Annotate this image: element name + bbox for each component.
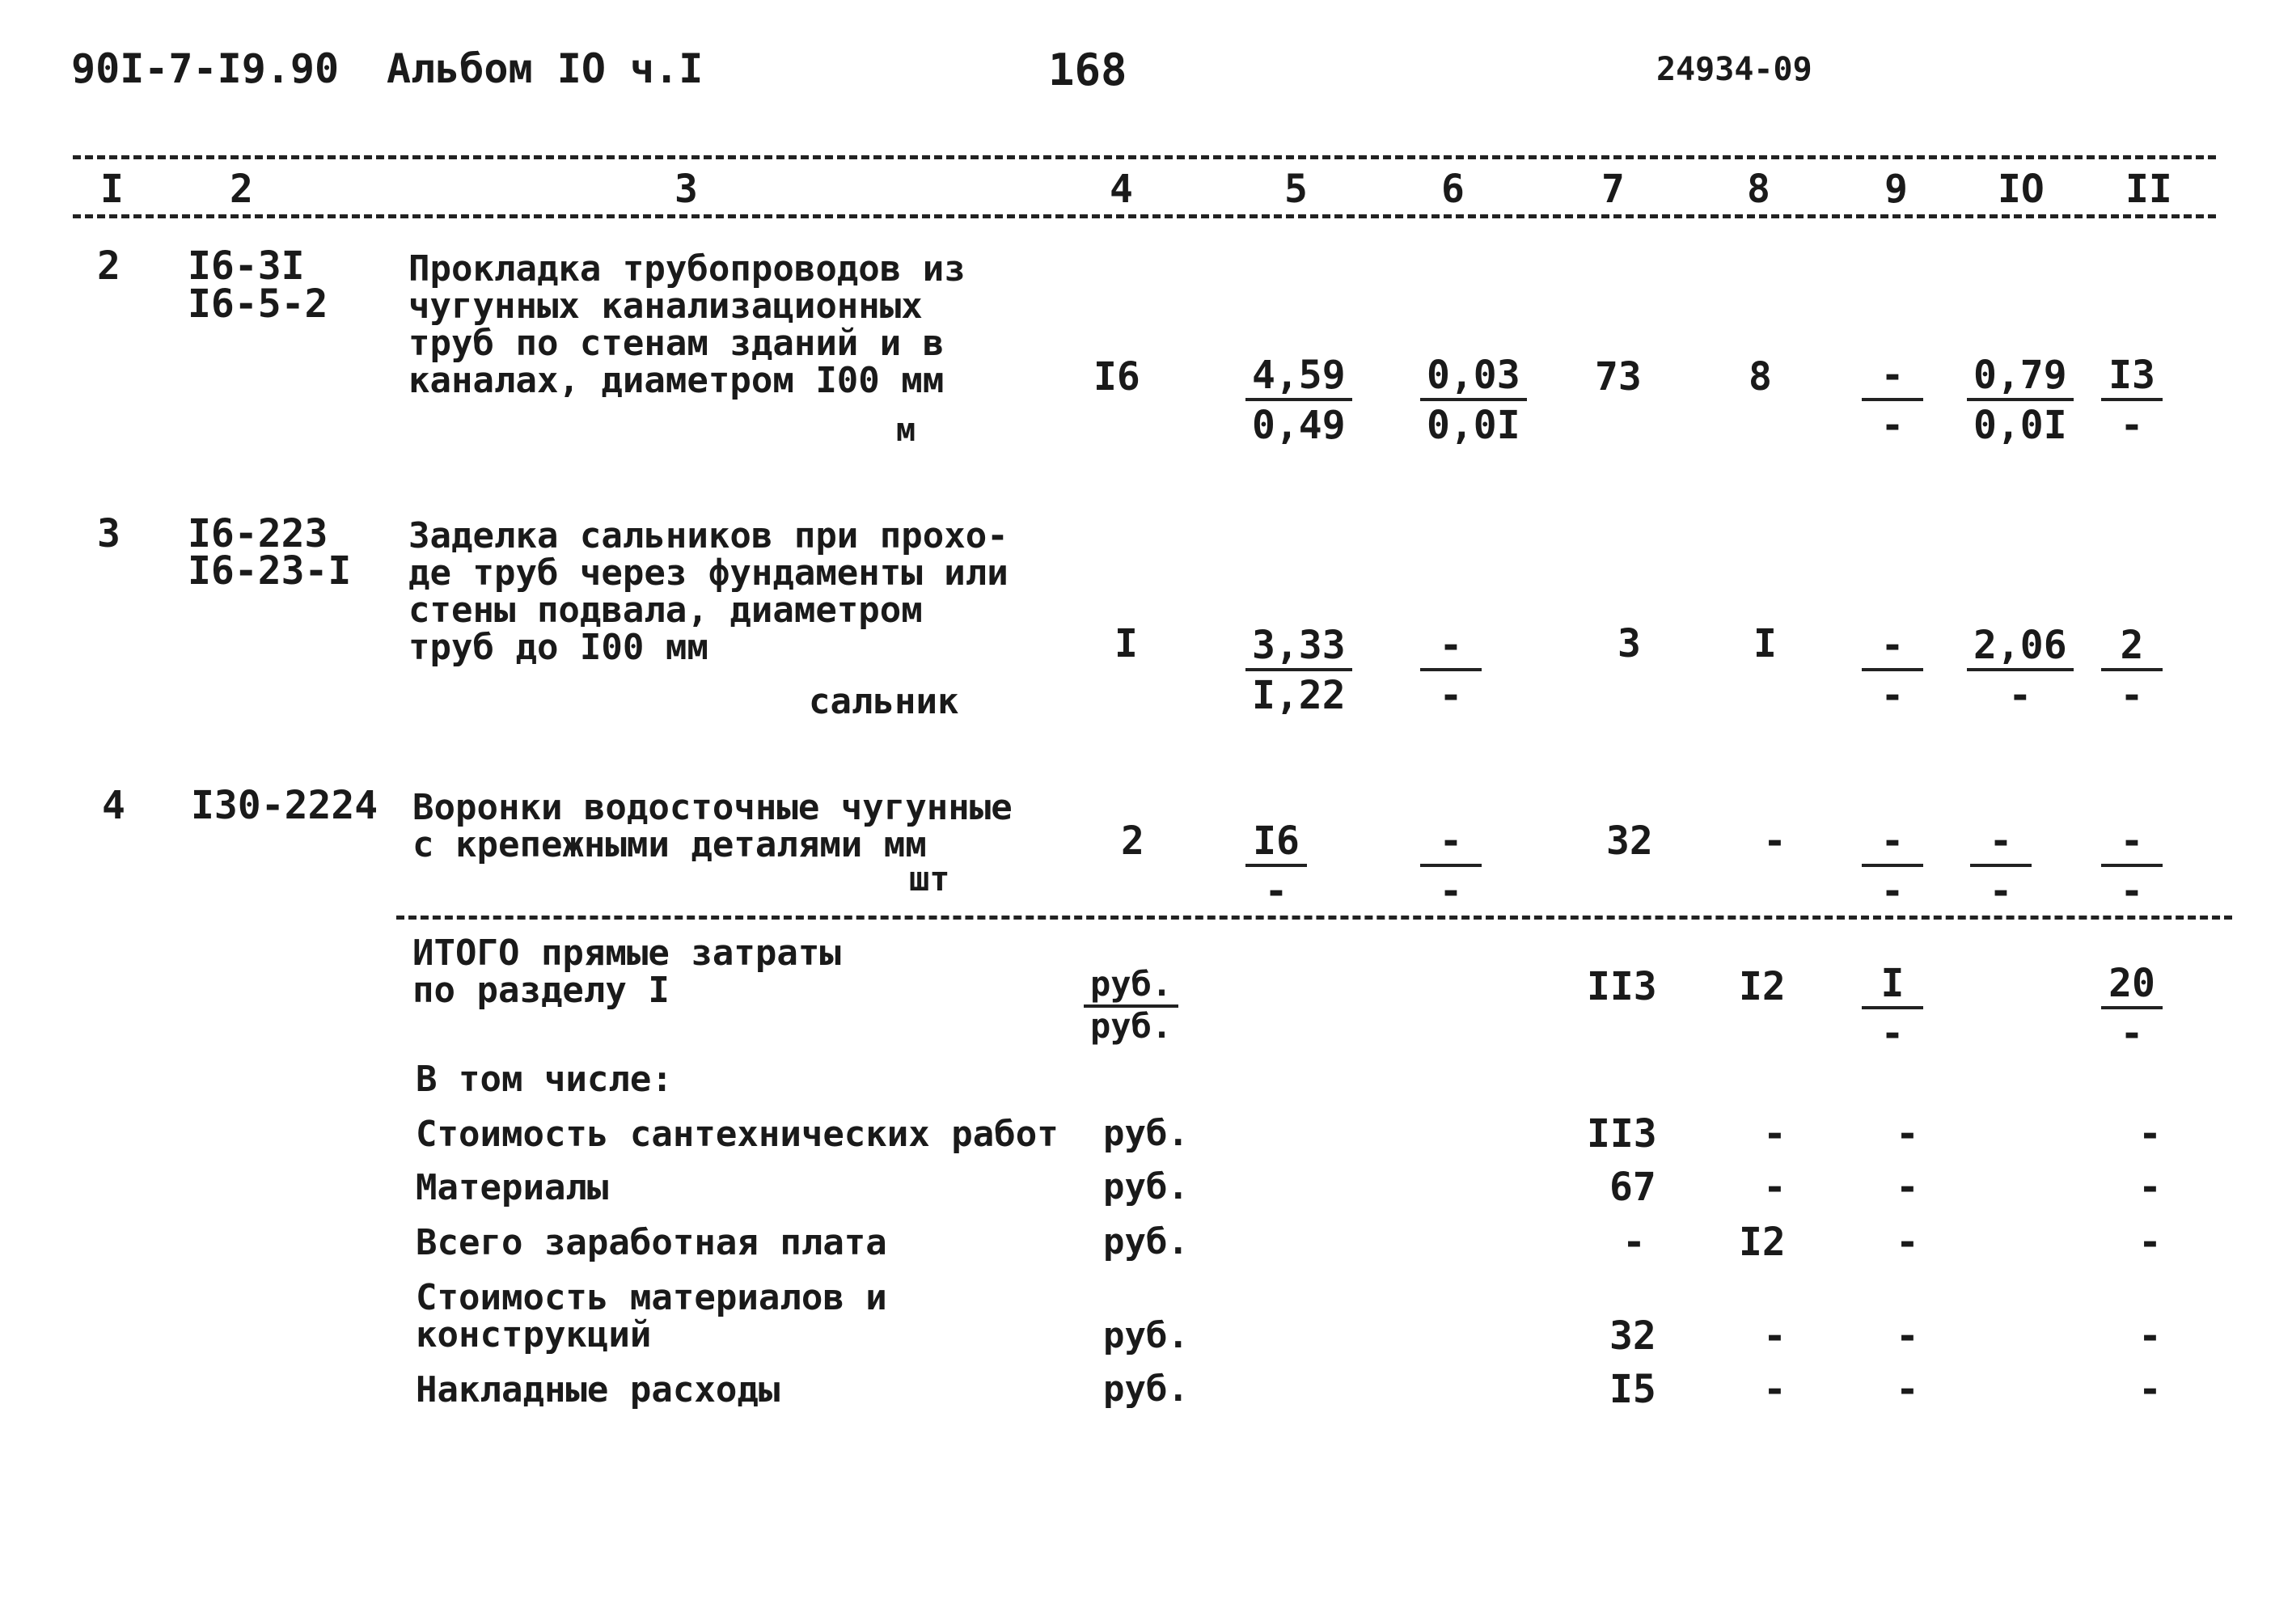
row-col9: - - [1862, 356, 1923, 445]
row-code-primary: I6-223 [188, 511, 328, 556]
row-col10: $\frac{0,79}{0,0I}$ [1967, 356, 2074, 445]
column-header-8: 8 [1747, 167, 1770, 212]
breakdown-col11: - [2138, 1367, 2162, 1412]
column-header-11: II [2125, 167, 2172, 212]
row-code-secondary: I6-5-2 [188, 281, 328, 327]
row-number: 2 [97, 243, 121, 289]
column-header-6: 6 [1441, 167, 1465, 212]
total-unit: руб. руб. [1084, 967, 1178, 1043]
breakdown-col9: - [1896, 1165, 1919, 1210]
row-col8: I [1753, 621, 1777, 666]
row-col8: 8 [1749, 354, 1772, 400]
column-header-10: IO [1998, 167, 2045, 212]
page-number: 168 [1048, 44, 1127, 95]
breakdown-label: Стоимость материалов и конструкций [416, 1277, 887, 1355]
breakdown-col9: - [1896, 1367, 1919, 1412]
including-label: В том числе: [416, 1059, 673, 1100]
total-label: ИТОГО прямые затраты по разделу I [412, 933, 841, 1011]
breakdown-col7: I5 [1609, 1367, 1656, 1412]
header-rule-bottom [73, 214, 2216, 218]
breakdown-col7: 32 [1609, 1313, 1656, 1359]
breakdown-col11: - [2138, 1220, 2162, 1265]
row-col11: 2 - [2101, 626, 2163, 715]
row-col7: 32 [1606, 818, 1653, 864]
breakdown-col7: II3 [1587, 1111, 1657, 1157]
column-header-4: 4 [1110, 167, 1133, 212]
row-col7: 3 [1618, 621, 1641, 666]
row-unit: сальник [809, 681, 959, 722]
breakdown-unit: руб. [1103, 1221, 1189, 1262]
breakdown-unit: руб. [1103, 1113, 1189, 1154]
row-col11: - - [2101, 822, 2163, 911]
row-col5: $\frac{4,59}{0,49}$ [1245, 356, 1352, 445]
breakdown-col11: - [2138, 1165, 2162, 1210]
document-code: 90I-7-I9.90 [71, 45, 340, 92]
row-col7: 73 [1595, 354, 1642, 400]
column-header-9: 9 [1884, 167, 1908, 212]
totals-rule [396, 916, 2232, 920]
breakdown-col8: I2 [1739, 1220, 1786, 1265]
breakdown-col9: - [1896, 1313, 1919, 1359]
breakdown-col7: - [1622, 1220, 1646, 1265]
breakdown-col8: - [1763, 1165, 1787, 1210]
row-col8: - [1763, 818, 1787, 864]
breakdown-unit: руб. [1103, 1166, 1189, 1207]
breakdown-unit: руб. [1103, 1368, 1189, 1410]
header-rule-top [73, 155, 2216, 159]
row-col6: $\frac{0,03}{0,0I}$ [1420, 356, 1527, 445]
row-col6: - - [1420, 626, 1482, 715]
row-number: 4 [102, 783, 125, 828]
breakdown-col9: - [1896, 1111, 1919, 1157]
column-header-3: 3 [674, 167, 698, 212]
row-col10: 2,06 - [1967, 626, 2074, 715]
row-code-secondary: I6-23-I [188, 548, 352, 594]
row-col5: $\frac{3,33}{I,22}$ [1245, 626, 1352, 715]
row-col9: - - [1862, 626, 1923, 715]
row-description: Воронки водосточные чугунные с крепежными деталями мм [412, 787, 1013, 865]
total-col9: I - [1862, 964, 1923, 1053]
row-col5: I6 - [1245, 822, 1307, 911]
album-label: Альбом IO ч.I [387, 45, 704, 92]
breakdown-col11: - [2138, 1313, 2162, 1359]
row-number: 3 [97, 511, 121, 556]
row-code-primary: I30-2224 [191, 783, 378, 828]
total-col11: 20 - [2101, 964, 2163, 1053]
breakdown-col9: - [1896, 1220, 1919, 1265]
breakdown-col7: 67 [1609, 1165, 1656, 1210]
row-col10: - - [1970, 822, 2032, 911]
column-header-5: 5 [1284, 167, 1308, 212]
row-code-primary: I6-3I [188, 243, 305, 289]
breakdown-label: Материалы [416, 1167, 609, 1208]
row-quantity: 2 [1121, 818, 1144, 864]
total-col8: I2 [1739, 964, 1786, 1009]
row-col6: - - [1420, 822, 1482, 911]
breakdown-col11: - [2138, 1111, 2162, 1157]
breakdown-label: Накладные расходы [416, 1369, 780, 1410]
breakdown-unit: руб. [1103, 1315, 1189, 1356]
breakdown-label: Всего заработная плата [416, 1222, 887, 1263]
row-description: Заделка сальников при прохо- де труб через фундаменты или стены подвала, диаметром труб до I00 мм [408, 515, 1009, 668]
row-col11: I3 - [2101, 356, 2163, 445]
breakdown-col8: - [1763, 1367, 1787, 1412]
row-quantity: I [1114, 621, 1138, 666]
breakdown-col8: - [1763, 1111, 1787, 1157]
row-col9: - - [1862, 822, 1923, 911]
breakdown-label: Стоимость сантехнических работ [416, 1114, 1059, 1155]
total-col7: II3 [1587, 964, 1657, 1009]
row-unit: м [896, 412, 916, 449]
row-quantity: I6 [1093, 354, 1140, 400]
row-unit: шт [909, 859, 950, 899]
column-header-7: 7 [1601, 167, 1625, 212]
breakdown-col8: - [1763, 1313, 1787, 1359]
document-number: 24934-09 [1656, 51, 1812, 88]
column-header-2: 2 [230, 167, 253, 212]
column-header-1: I [100, 167, 124, 212]
row-description: Прокладка трубопроводов из чугунных канализационных труб по стенам зданий и в каналах, диаметром I00 мм [408, 248, 966, 401]
